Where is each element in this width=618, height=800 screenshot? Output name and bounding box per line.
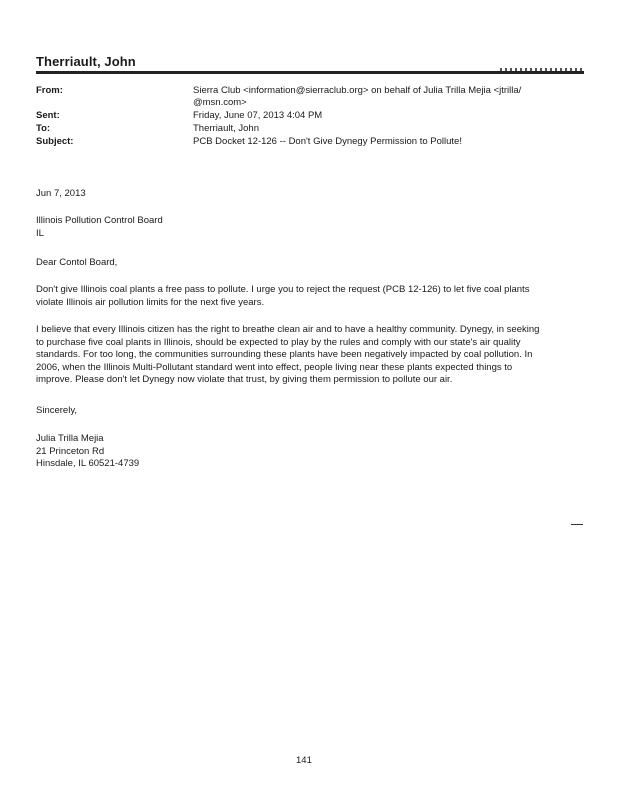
page-number: 141 — [296, 755, 312, 766]
paragraph-line: standards. For too long, the communities surrounding these plants have been negatively impacted by coal pollution. In — [36, 349, 533, 360]
signature-address-line: 21 Princeton Rd — [36, 445, 105, 457]
subject-label: Subject: — [36, 136, 74, 147]
paragraph-line: to purchase five coal plants in Illinois, should be expected to play by the rules and comply with our state's air quality — [36, 336, 521, 348]
margin-dash-mark — [571, 524, 583, 525]
from-label: From: — [36, 85, 63, 96]
from-value-line2: @msn.com> — [193, 97, 247, 108]
to-value: Therriault, John — [193, 123, 260, 134]
letter-recipient — [36, 215, 576, 240]
letter-salutation: Dear Contol Board, — [36, 257, 118, 268]
recipient-line: Illinois Pollution Control Board — [36, 215, 163, 226]
signature-address-line: Hinsdale, IL 60521-4739 — [36, 458, 140, 469]
letter-closing: Sincerely, — [36, 405, 78, 416]
paragraph-line: violate Illinois air pollution limits for the next five years. — [36, 296, 265, 308]
mailbox-owner-name: Therriault, John — [36, 54, 136, 69]
paragraph-line: 2006, when the Illinois Multi-Pollutant standard went into effect, people living near these plants expected things to — [36, 361, 513, 373]
letter-signature — [36, 433, 576, 471]
signature-name: Julia Trilla Mejia — [36, 433, 104, 444]
header-rule — [36, 71, 584, 74]
recipient-line: IL — [36, 227, 44, 239]
letter-paragraph-1 — [36, 284, 576, 309]
letter-date: Jun 7, 2013 — [36, 188, 86, 199]
sent-label: Sent: — [36, 110, 60, 121]
sent-value: Friday, June 07, 2013 4:04 PM — [193, 110, 323, 121]
paragraph-line: Don't give Illinois coal plants a free pass to pollute. I urge you to reject the request (PCB 12-126) to let five coal plants — [36, 284, 530, 295]
header-rule-scan-noise — [500, 68, 584, 71]
letter-paragraph-2 — [36, 324, 576, 387]
paragraph-line: I believe that every Illinois citizen has the right to breathe clean air and to have a healthy community. Dynegy, in seeking — [36, 324, 540, 335]
paragraph-line: improve. Please don't let Dynegy now violate that trust, by giving them permission to pollute our air. — [36, 374, 453, 385]
to-label: To: — [36, 123, 51, 134]
from-value-line1: Sierra Club <information@sierraclub.org> on behalf of Julia Trilla Mejia <jtrilla/ — [193, 85, 522, 96]
subject-value: PCB Docket 12-126 -- Don't Give Dynegy Permission to Pollute! — [193, 136, 462, 147]
